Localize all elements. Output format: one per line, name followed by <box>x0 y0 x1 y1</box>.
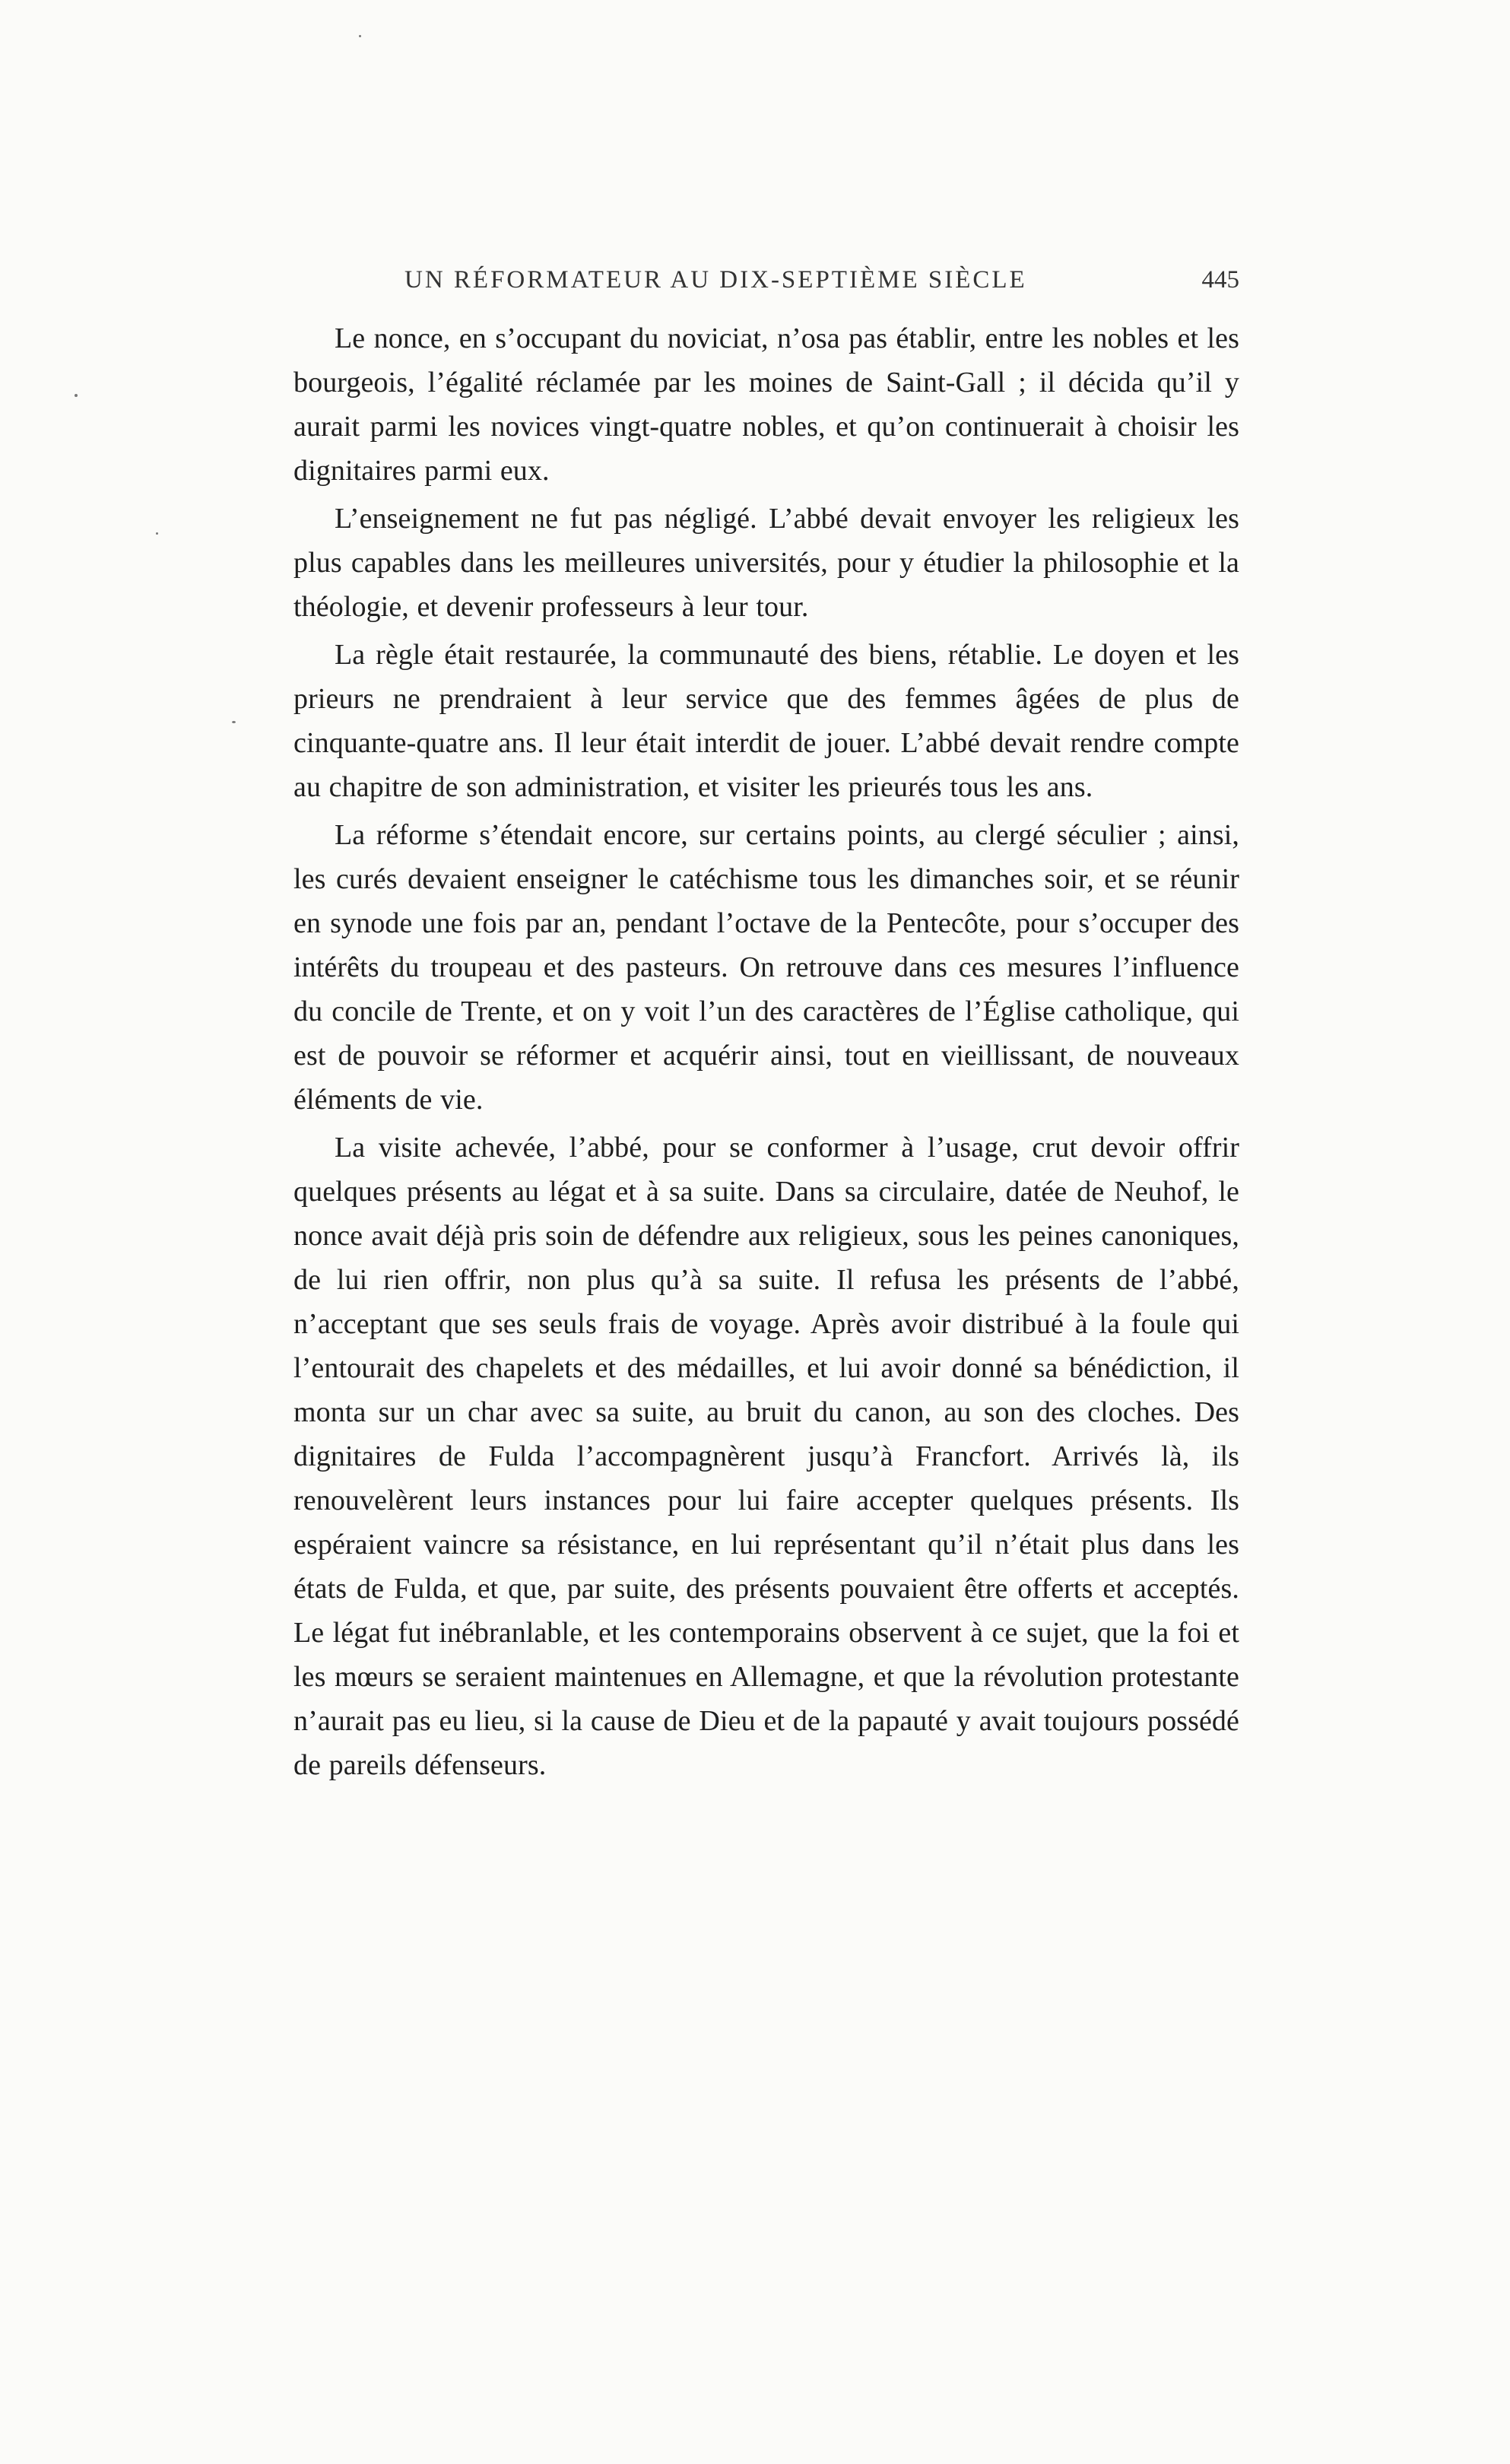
paragraph-noviciat: Le nonce, en s’occupant du noviciat, n’osa pas établir, entre les nobles et les bourgeois, l’égalité réclamée par les moines de Saint-Gall ; il décida qu’il y aurait parmi les novices vingt-quatre nobles, et qu’on continuerait à choisir les dignitaires parmi eux. <box>293 322 1239 487</box>
paragraph-visite: La visite achevée, l’abbé, pour se conformer à l’usage, crut devoir offrir quelques présents au légat et à sa suite. Dans sa circulaire, datée de Neuhof, le nonce avait déjà pris soin de défendre aux religieux, sous les peines canoniques, de lui rien offrir, non plus qu’à sa suite. Il refusa les présents de l’abbé, n’acceptant que ses seuls frais de voyage. Après avoir distribué à la foule qui l’entourait des chapelets et des médailles, et lui avoir donné sa bénédiction, il monta sur un char avec sa suite, au bruit du canon, au son des cloches. Des dignitaires de Fulda l’accompagnèrent jusqu’à Francfort. Arrivés là, ils renouvelèrent leurs instances pour lui faire accepter quelques présents. Ils espéraient vaincre sa résistance, en lui représentant qu’il n’était plus dans les états de Fulda, et que, par suite, des présents pouvaient être offerts et acceptés. Le légat fut inébranlable, et les contemporains observent à ce sujet, que la foi et les mœurs se seraient maintenues en Allemagne, et que la révolution protestante n’aurait pas eu lieu, si la cause de Dieu et de la papauté y avait toujours possédé de pareils défenseurs. <box>293 1132 1239 1781</box>
paragraph-enseignement: L’enseignement ne fut pas négligé. L’abbé devait envoyer les religieux les plus capables dans les meilleures universités, pour y étudier la philosophie et la théologie, et devenir professeurs à leur tour. <box>293 503 1239 623</box>
body-text <box>293 316 1239 1787</box>
page-number: 445 <box>1201 266 1239 294</box>
paragraph-reforme: La réforme s’étendait encore, sur certains points, au clergé séculier ; ainsi, les curés devaient enseigner le catéchisme tous les dimanches soir, et se réunir en synode une fois par an, pendant l’octave de la Pentecôte, pour s’occuper des intérêts du troupeau et des pasteurs. On retrouve dans ces mesures l’influence du concile de Trente, et on y voit l’un des caractères de l’Église catholique, qui est de pouvoir se réformer et acquérir ainsi, tout en vieillissant, de nouveaux éléments de vie. <box>293 819 1239 1116</box>
scan-speck <box>232 721 236 723</box>
page-content <box>293 266 1239 1791</box>
scan-speck <box>75 394 78 397</box>
running-header-title: UN RÉFORMATEUR AU DIX-SEPTIÈME SIÈCLE <box>404 266 1027 294</box>
running-header <box>293 266 1239 312</box>
scan-speck <box>359 35 361 37</box>
scan-speck <box>156 532 158 535</box>
paragraph-regle: La règle était restaurée, la communauté des biens, rétablie. Le doyen et les prieurs ne prendraient à leur service que des femmes âgées de plus de cinquante-quatre ans. Il leur était interdit de jouer. L’abbé devait rendre compte au chapitre de son administration, et visiter les prieurés tous les ans. <box>293 639 1239 803</box>
